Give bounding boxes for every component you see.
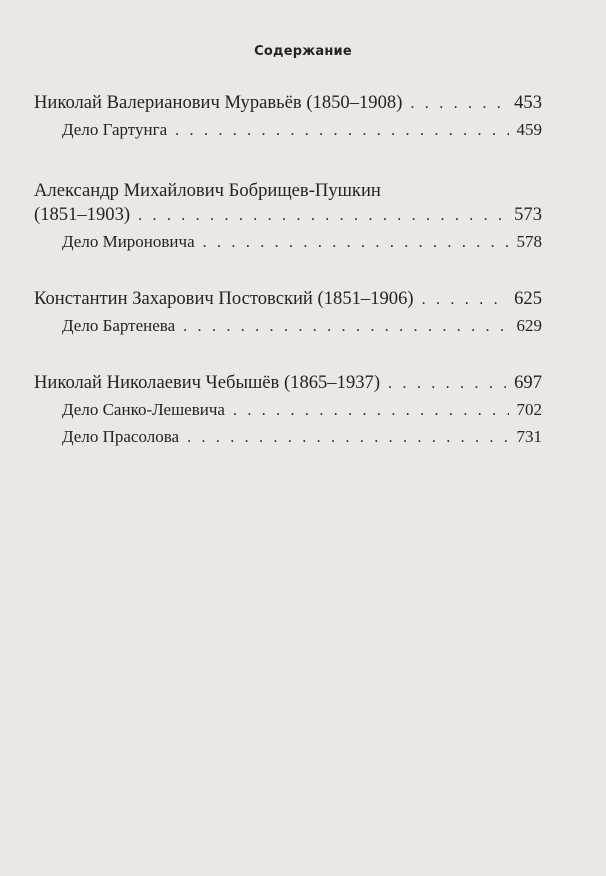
toc-entry-page: 453 bbox=[514, 92, 542, 113]
toc-entry-case bbox=[62, 232, 542, 260]
toc-entry-title: Дело Бартенева bbox=[62, 316, 176, 335]
toc-entry-author bbox=[34, 288, 542, 316]
toc-entry-page: 625 bbox=[514, 288, 542, 309]
toc-entry-title: (1851–1903) bbox=[34, 204, 131, 225]
dot-leader bbox=[175, 122, 508, 140]
toc-entry-page: 573 bbox=[514, 204, 542, 225]
toc-entry-title: Александр Михайлович Бобрищев-Пушкин bbox=[34, 180, 381, 201]
toc-entry-case bbox=[62, 427, 542, 455]
toc-entry-page: 459 bbox=[516, 120, 542, 139]
dot-leader bbox=[233, 402, 509, 420]
toc-entry-case bbox=[62, 120, 542, 148]
toc-entry-title: Дело Санко-Лешевича bbox=[62, 400, 225, 419]
dot-leader bbox=[203, 234, 509, 252]
dot-leader bbox=[422, 291, 507, 309]
dot-leader bbox=[410, 95, 506, 113]
toc-entry-page: 697 bbox=[514, 372, 542, 393]
toc-entry-author bbox=[34, 372, 542, 400]
toc-entry-title: Николай Николаевич Чебышёв (1865–1937) bbox=[34, 372, 381, 393]
page-heading: Содержание bbox=[254, 44, 352, 59]
toc-entry-title: Дело Гартунга bbox=[62, 120, 168, 139]
toc-entry-title: Дело Мироновича bbox=[62, 232, 195, 251]
dot-leader bbox=[388, 375, 506, 393]
toc-entry-page: 629 bbox=[516, 316, 542, 335]
toc-entry-author bbox=[34, 92, 542, 120]
dot-leader bbox=[187, 429, 508, 447]
toc-entry-page: 578 bbox=[516, 232, 542, 251]
toc-entry-author bbox=[34, 204, 542, 232]
dot-leader bbox=[138, 207, 506, 225]
toc-entry-title: Дело Прасолова bbox=[62, 427, 180, 446]
toc-entry-title: Константин Захарович Постовский (1851–1906) bbox=[34, 288, 414, 309]
toc-entry-case bbox=[62, 316, 542, 344]
toc-entry-title: Николай Валерианович Муравьёв (1850–1908) bbox=[34, 92, 403, 113]
toc-entry-page: 731 bbox=[516, 427, 542, 446]
dot-leader bbox=[183, 318, 508, 336]
toc-entry-page: 702 bbox=[516, 400, 542, 419]
toc-entry-case bbox=[62, 400, 542, 428]
